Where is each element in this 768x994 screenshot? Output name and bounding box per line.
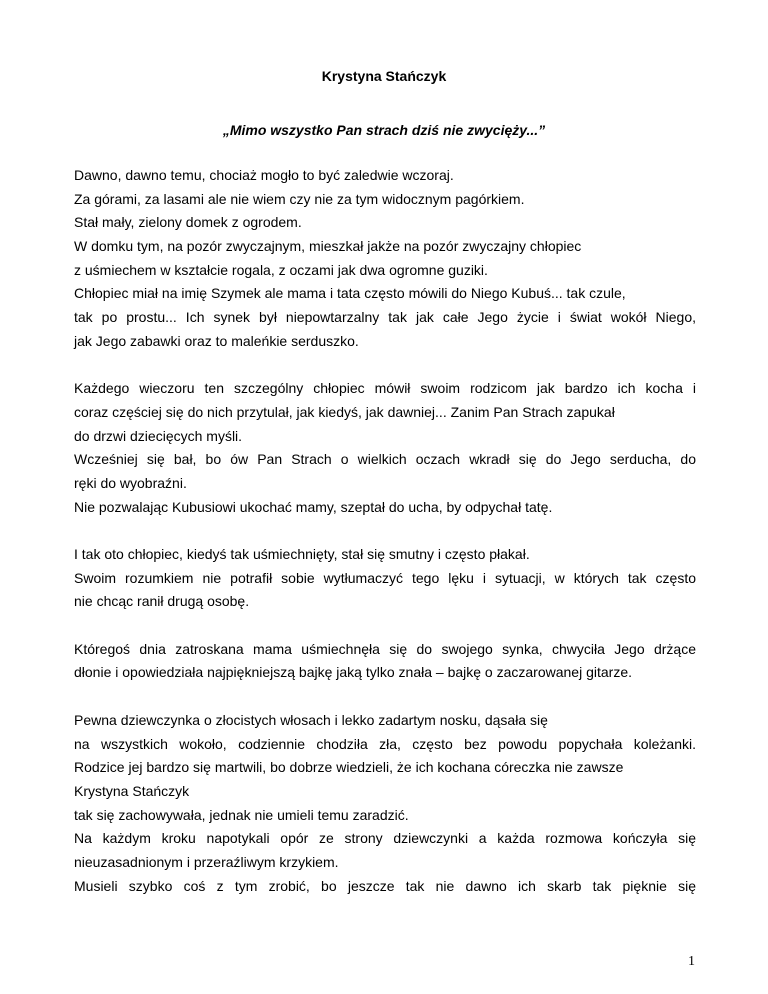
text-line: Każdego wieczoru ten szczególny chłopiec mówił swoim rodzicom jak bardzo ich kocha i <box>74 380 696 397</box>
text-line: Któregoś dnia zatroskana mama uśmiechnęła się do swojego synka, chwyciła Jego drżące <box>74 640 696 657</box>
text-line: nie chcąc ranił drugą osobę. <box>74 593 250 610</box>
text-line: Za górami, za lasami ale nie wiem czy nie za tym widocznym pagórkiem. <box>74 190 525 207</box>
text-line: Dawno, dawno temu, chociaż mogło to być zaledwie wczoraj. <box>74 167 454 183</box>
text-line: Na każdym kroku napotykali opór ze strony dziewczynki a każda rozmowa kończyła się <box>74 830 696 847</box>
text-line: do drzwi dziecięcych myśli. <box>74 427 243 444</box>
text-line: Wcześniej się bał, bo ów Pan Strach o wielkich oczach wkradł się do Jego serducha, do <box>74 451 696 468</box>
story-body <box>74 164 696 898</box>
text-line: tak się zachowywała, jednak nie umieli temu zaradzić. <box>74 806 409 823</box>
page-number: 1 <box>688 954 695 969</box>
paragraph <box>74 377 696 519</box>
paragraph <box>74 638 696 685</box>
text-line: Swoim rozumkiem nie potrafił sobie wytłumaczyć tego lęku i sytuacji, w których tak często <box>74 569 696 586</box>
text-line: Nie pozwalając Kubusiowi ukochać mamy, szeptał do ucha, by odpychał tatę. <box>74 498 553 515</box>
text-line: ręki do wyobraźni. <box>74 474 187 491</box>
text-line: nieuzasadnionym i przeraźliwym krzykiem. <box>74 853 339 870</box>
text-line: Stał mały, zielony domek z ogrodem. <box>74 214 302 231</box>
text-line: coraz częściej się do nich przytulał, jak kiedyś, jak dawniej... Zanim Pan Strach zapukał <box>74 403 615 420</box>
paragraph <box>74 164 696 354</box>
text-line: Rodzice jej bardzo się martwili, bo dobrze wiedzieli, że ich kochana córeczka nie zawsze <box>74 759 624 776</box>
text-line: na wszystkich wokoło, codziennie chodziła zła, często bez powodu popychała koleżanki. <box>74 735 696 752</box>
paragraph-gap <box>74 614 696 638</box>
paragraph <box>74 709 696 899</box>
text-line: Pewna dziewczynka o złocistych włosach i lekko zadartym nosku, dąsała się <box>74 711 548 728</box>
paragraph-gap <box>74 354 696 378</box>
text-line: jak Jego zabawki oraz to maleńkie serduszko. <box>74 332 359 349</box>
text-line: Krystyna Stańczyk <box>74 782 190 799</box>
text-line: dłonie i opowiedziała najpiękniejszą bajkę jaką tylko znała – bajkę o zaczarowanej gitarze. <box>74 664 632 681</box>
text-line: W domku tym, na pozór zwyczajnym, mieszkał jakże na pozór zwyczajny chłopiec <box>74 238 582 255</box>
text-line: z uśmiechem w kształcie rogala, z oczami jak dwa ogromne guziki. <box>74 261 488 278</box>
text-line: Chłopiec miał na imię Szymek ale mama i tata często mówili do Niego Kubuś... tak czule, <box>74 285 626 302</box>
paragraph-gap <box>74 519 696 543</box>
text-line: I tak oto chłopiec, kiedyś tak uśmiechnięty, stał się smutny i często płakał. <box>74 546 530 562</box>
paragraph <box>74 543 696 614</box>
author-name: Krystyna Stańczyk <box>321 68 447 84</box>
story-title: „Mimo wszystko Pan strach dziś nie zwycięży...” <box>222 122 546 138</box>
text-line: tak po prostu... Ich synek był niepowtarzalny tak jak całe Jego życie i świat wokół Niego, <box>74 309 696 326</box>
text-line: Musieli szybko coś z tym zrobić, bo jeszcze tak nie dawno ich skarb tak pięknie się <box>74 877 696 894</box>
paragraph-gap <box>74 685 696 709</box>
